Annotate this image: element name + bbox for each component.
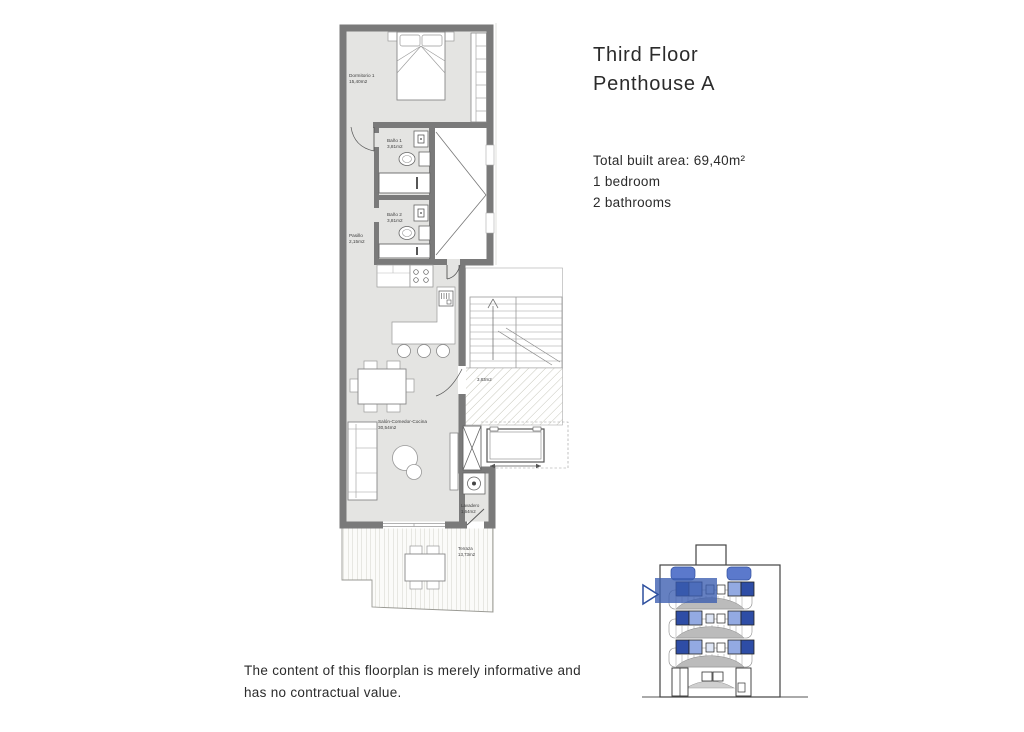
kitchen-appliance (439, 291, 453, 306)
label-lavadero-area: 1,64m2 (461, 509, 476, 514)
unit-summary (593, 150, 745, 213)
roof-structure (696, 545, 726, 567)
floorplan-drawing (330, 15, 590, 635)
wardrobe (471, 33, 487, 122)
label-lavadero-name: Lavadero (461, 503, 480, 508)
bar-stool (418, 345, 431, 358)
awning-right (727, 567, 751, 580)
bedroom-count: 1 bedroom (593, 174, 661, 189)
living-door-gap (458, 366, 466, 394)
page-title (593, 41, 715, 99)
window-right-1 (486, 145, 494, 165)
sofa (348, 422, 377, 500)
terrace-sliding-door (383, 522, 445, 529)
stove (410, 265, 433, 287)
bar-stool (398, 345, 411, 358)
total-built-area: Total built area: 69,40m² (593, 153, 746, 168)
label-pasillo-name: Pasillo (349, 233, 363, 238)
bath2-door-gap (374, 208, 379, 222)
dining-set (350, 361, 414, 412)
shower-1 (379, 173, 430, 193)
label-terraza-area: 13,73m2 (458, 552, 476, 557)
coffee-table-small (407, 465, 422, 480)
label-terraza-name: Terraza (458, 546, 473, 551)
ground-window-1 (702, 672, 712, 681)
label-bano1-name: Baño 1 (387, 138, 402, 143)
label-pasillo-area: 2,15m2 (349, 239, 365, 244)
entrance-door-gap (447, 259, 460, 265)
elevator-car (487, 429, 544, 462)
building-elevation (640, 538, 810, 706)
elevator-arrow (490, 464, 541, 468)
bar-stool (437, 345, 450, 358)
unit-highlight (655, 578, 717, 603)
nightstand-left (388, 32, 397, 41)
terrace (342, 525, 493, 612)
disclaimer-text (244, 660, 581, 703)
window-right-2 (486, 213, 494, 233)
label-bano2-name: Baño 2 (387, 212, 402, 217)
label-salon-name: Salón-Comedor-Cocina (378, 419, 427, 424)
nightstand-right (445, 32, 454, 41)
shower-2 (379, 244, 430, 258)
disclaimer-line1: The content of this floorplan is merely informative and (244, 663, 581, 678)
label-dormitorio-name: Dormitorio 1 (349, 73, 375, 78)
title-line2: Penthouse A (593, 73, 716, 95)
elevator (463, 426, 544, 470)
bath1-door-gap (374, 133, 379, 147)
landing-hatched-area (466, 368, 563, 425)
label-bano2-area: 3,81m2 (387, 218, 403, 223)
void-area (434, 128, 487, 259)
title-line1: Third Floor (593, 44, 699, 66)
washing-machine (463, 473, 485, 494)
label-bano1-area: 3,81m2 (387, 144, 403, 149)
bathroom-count: 2 bathrooms (593, 195, 672, 210)
label-landing-area: 3,83m2 (477, 377, 492, 382)
disclaimer-line2: has no contractual value. (244, 684, 402, 700)
label-salon-area: 30,54m2 (378, 425, 397, 430)
bed (397, 32, 445, 100)
staircase (470, 297, 562, 368)
ground-window-2 (713, 672, 723, 681)
tv-unit (450, 433, 458, 490)
label-dormitorio-area: 15,40m2 (349, 79, 368, 84)
